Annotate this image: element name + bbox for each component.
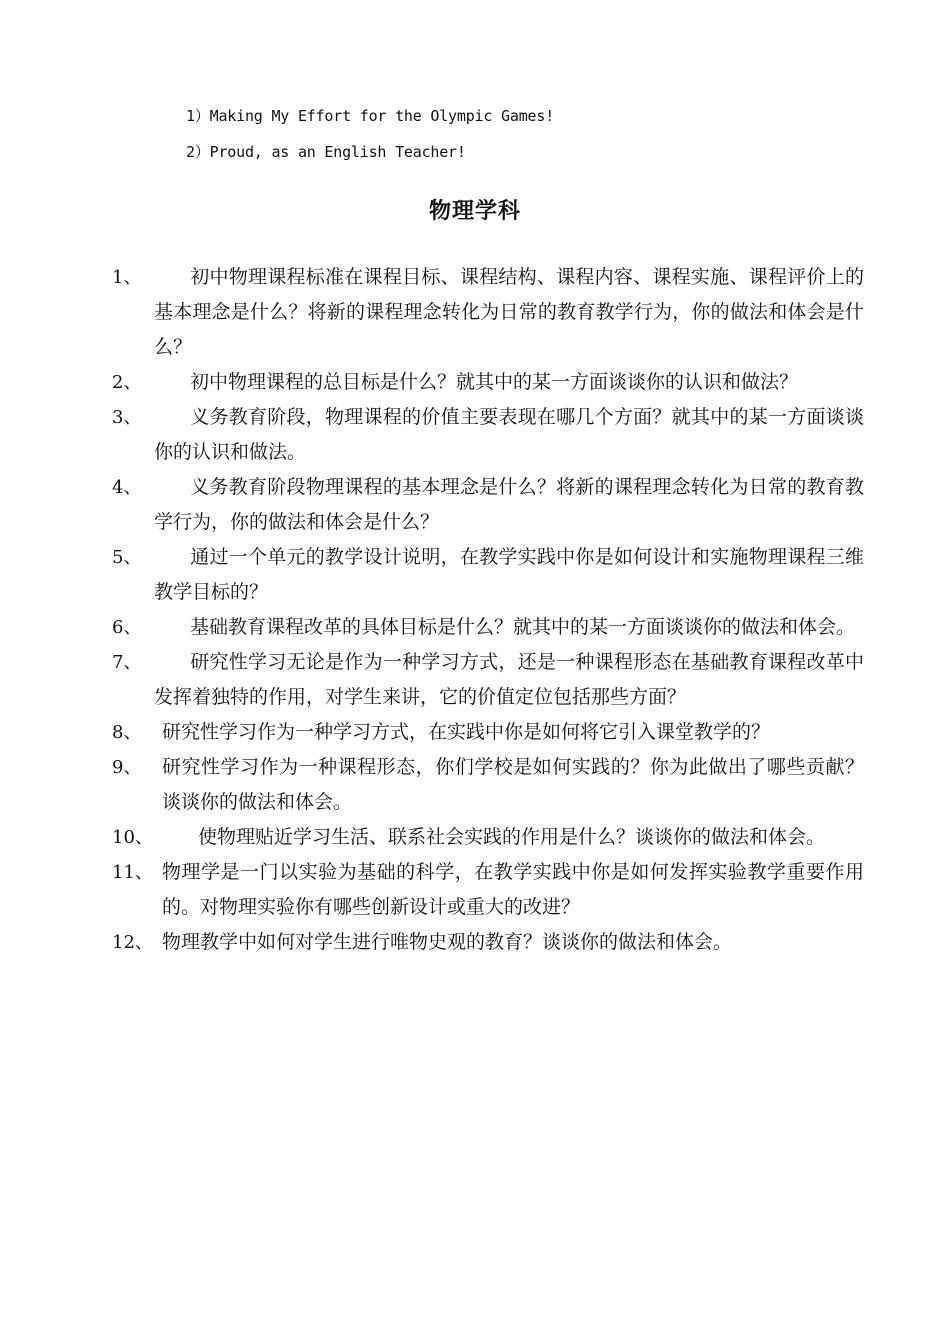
- question-item: [112, 365, 872, 400]
- question-text: 初中物理课程的总目标是什么？就其中的某一方面谈谈你的认识和做法？: [190, 371, 799, 393]
- section-title: 物理学科: [428, 199, 521, 224]
- question-item: [112, 925, 872, 960]
- question-item: [112, 645, 872, 715]
- english-topic-item: 1）Making My Effort for the Olympic Games!: [186, 107, 555, 125]
- question-text: 义务教育阶段物理课程的基本理念是什么？将新的课程理念转化为日常的教育教学行为，你的做法和体会是什么？: [154, 476, 864, 533]
- question-number: 3、: [112, 407, 142, 428]
- question-number: 9、: [112, 757, 142, 778]
- question-text: 物理教学中如何对学生进行唯物史观的教育？谈谈你的做法和体会。: [162, 931, 733, 953]
- question-item: [112, 400, 872, 470]
- question-item: [112, 610, 872, 645]
- question-number: 6、: [112, 617, 142, 638]
- question-item: [112, 750, 872, 820]
- english-topic-list: [186, 98, 836, 170]
- question-text: 通过一个单元的教学设计说明，在教学实践中你是如何设计和实施物理课程三维教学目标的？: [154, 546, 864, 603]
- question-number: 11、: [112, 862, 153, 883]
- question-number: 12、: [112, 932, 153, 953]
- question-item: [112, 540, 872, 610]
- question-text: 研究性学习作为一种课程形态，你们学校是如何实践的？你为此做出了哪些贡献？谈谈你的做法和体会。: [162, 756, 864, 813]
- question-item: [112, 820, 872, 855]
- question-text: 初中物理课程标准在课程目标、课程结构、课程内容、课程实施、课程评价上的基本理念是什么？将新的课程理念转化为日常的教育教学行为，你的做法和体会是什么？: [154, 266, 864, 358]
- question-text: 物理学是一门以实验为基础的科学，在教学实践中你是如何发挥实验教学重要作用的。对物理实验你有哪些创新设计或重大的改进？: [162, 861, 864, 918]
- question-list: [112, 260, 872, 960]
- english-topic-item: 2）Proud, as an English Teacher!: [186, 143, 466, 161]
- question-item: [112, 855, 872, 925]
- question-number: 8、: [112, 722, 142, 743]
- question-number: 5、: [112, 547, 142, 568]
- question-number: 4、: [112, 477, 142, 498]
- question-number: 7、: [112, 652, 142, 673]
- question-number: 10、: [112, 827, 153, 848]
- question-item: [112, 715, 872, 750]
- question-number: 2、: [112, 372, 142, 393]
- question-text: 基础教育课程改革的具体目标是什么？就其中的某一方面谈谈你的做法和体会。: [190, 616, 856, 638]
- question-item: [112, 470, 872, 540]
- question-text: 义务教育阶段，物理课程的价值主要表现在哪几个方面？就其中的某一方面谈谈你的认识和做法。: [154, 406, 864, 463]
- question-number: 1、: [112, 267, 142, 288]
- question-text: 使物理贴近学习生活、联系社会实践的作用是什么？谈谈你的做法和体会。: [198, 826, 826, 848]
- question-text: 研究性学习作为一种学习方式，在实践中你是如何将它引入课堂教学的？: [162, 721, 771, 743]
- question-text: 研究性学习无论是作为一种学习方式，还是一种课程形态在基础教育课程改革中发挥着独特的作用，对学生来讲，它的价值定位包括那些方面？: [154, 651, 864, 708]
- question-item: [112, 260, 872, 365]
